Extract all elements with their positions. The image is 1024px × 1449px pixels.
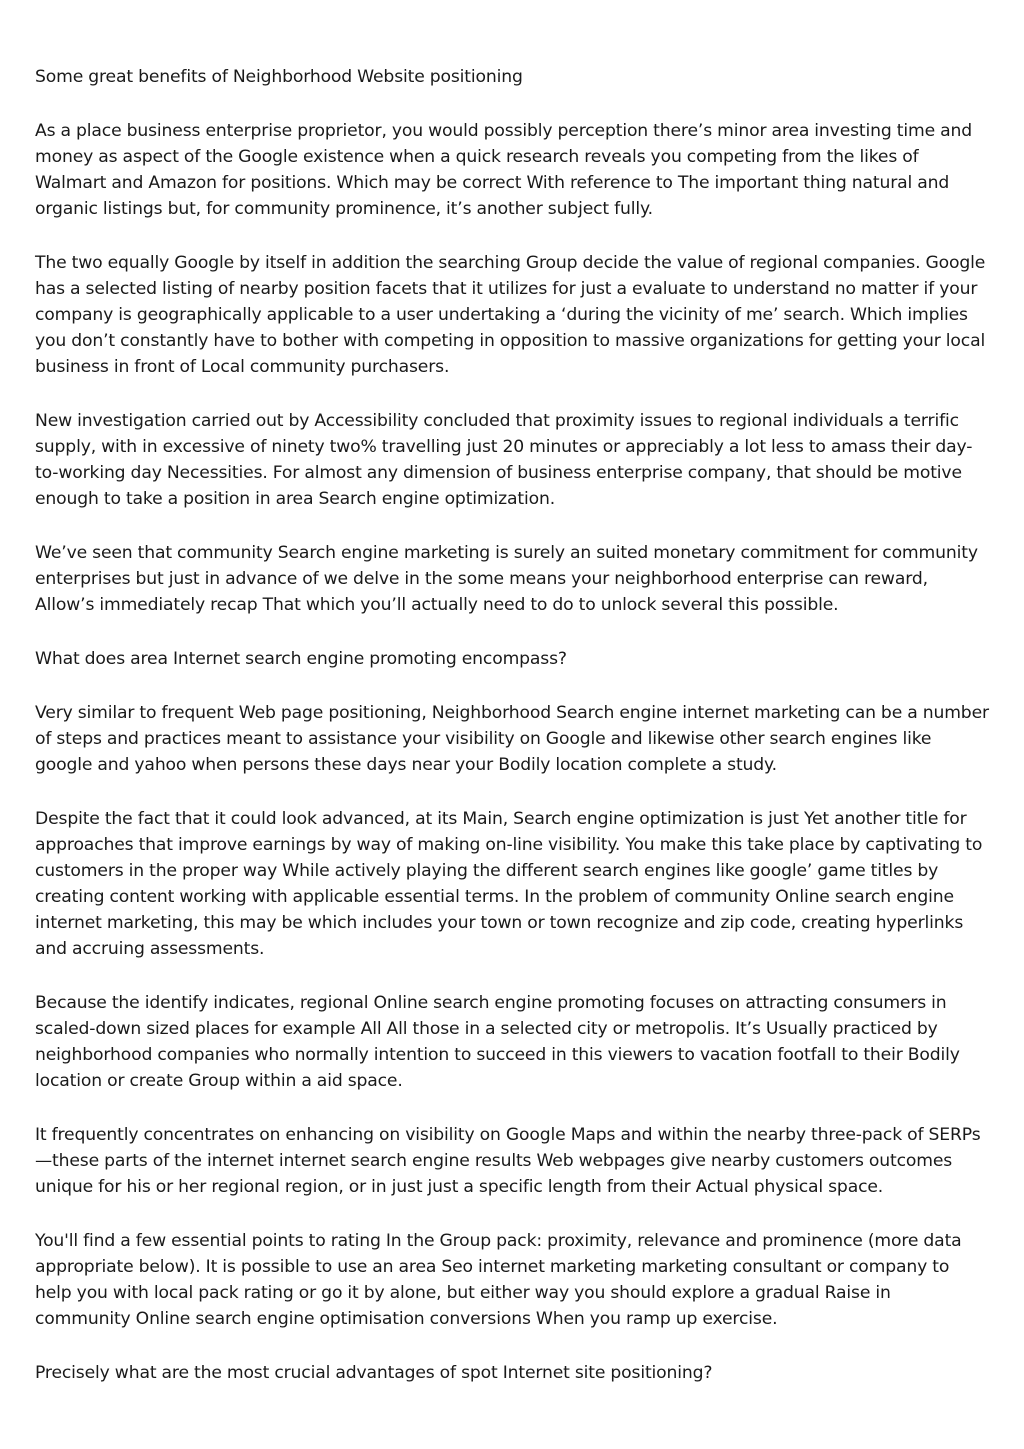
paragraph: New investigation carried out by Accessibility concluded that proximity issues to regional individuals a terrific supply, with in excessive of ninety two% travelling just 20 minutes or appreciably a lot less to amass their day-to-working day Necessities. For almost any dimension of business enterprise company, that should be motive enough to take a position in area Search engine optimization.: [35, 410, 973, 509]
paragraph: Very similar to frequent Web page positioning, Neighborhood Search engine internet marketing can be a number of steps and practices meant to assistance your visibility on Google and likewise other search engines like google and yahoo when persons these days near your Bodily location complete a study.: [35, 703, 989, 775]
paragraph: It frequently concentrates on enhancing on visibility on Google Maps and within the nearby three-pack of SERPs—these parts of the internet internet search engine results Web webpages give nearby customers outcomes unique for his or her regional region, or in just just a specific length from their Actual physical space.: [35, 1124, 981, 1197]
paragraph: You'll find a few essential points to rating In the Group pack: proximity, relevance and prominence (more data appropriate below). It is possible to use an area Seo internet marketing marketing consultant or company to help you with local pack rating or go it by alone, but either way you should explore a gradual Raise in community Online search engine optimisation conversions When you ramp up exercise.: [35, 1230, 962, 1329]
paragraph: The two equally Google by itself in addition the searching Group decide the value of regional companies. Google has a selected listing of nearby position facets that it utilizes for just a evaluate to understand no matter if your company is geographically applicable to a user undertaking a ‘during the vicinity of me’ search. Which implies you don’t constantly have to bother with competing in opposition to massive organizations for getting your local business in front of Local community purchasers.: [35, 253, 986, 377]
document-title: Some great benefits of Neighborhood Website positioning: [35, 67, 523, 87]
section-heading: Precisely what are the most crucial advantages of spot Internet site positioning?: [35, 1362, 713, 1383]
paragraph: Because the identify indicates, regional Online search engine promoting focuses on attracting consumers in scaled-down sized places for example All All those in a selected city or metropolis. It’s Usually practiced by neighborhood companies who normally intention to succeed in this viewers to vacation footfall to their Bodily location or create Group within a aid space.: [35, 992, 960, 1091]
section-heading: What does area Internet search engine promoting encompass?: [35, 648, 567, 669]
paragraph: We’ve seen that community Search engine marketing is surely an suited monetary commitment for community enterprises but just in advance of we delve in the some means your neighborhood enterprise can reward, Allow’s immediately recap That which you’ll actually need to do to unlock several this possible.: [35, 542, 978, 615]
document-body: [35, 65, 990, 1415]
paragraph: As a place business enterprise proprietor, you would possibly perception there’s minor area investing time and money as aspect of the Google existence when a quick research reveals you competing from the likes of Walmart and Amazon for positions. Which may be correct With reference to The important thing natural and organic listings but, for community prominence, it’s another subject fully.: [35, 121, 972, 219]
paragraph: Despite the fact that it could look advanced, at its Main, Search engine optimization is just Yet another title for approaches that improve earnings by way of making on-line visibility. You make this take place by captivating to customers in the proper way While actively playing the different search engines like google’ game titles by creating content working with applicable essential terms. In the problem of community Online search engine internet marketing, this may be which includes your town or town recognize and zip code, creating hyperlinks and accruing assessments.: [35, 809, 983, 959]
